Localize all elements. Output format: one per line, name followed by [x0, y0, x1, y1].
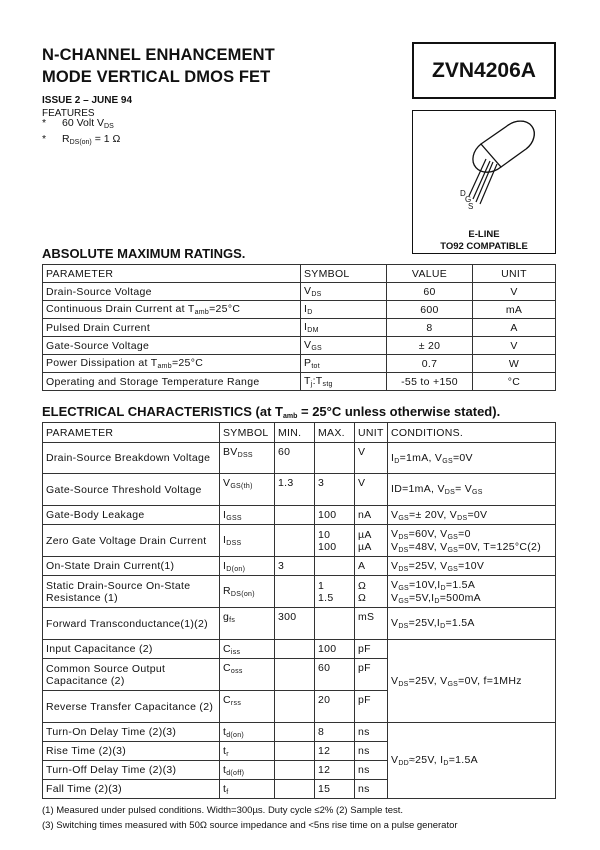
- conditions-cell: [388, 576, 556, 608]
- conditions-cell: [388, 525, 556, 557]
- column-header: UNIT: [355, 423, 388, 443]
- parameter-cell: Static Drain-Source On-State Resistance (1): [43, 576, 220, 608]
- unit-cell: nA: [355, 506, 388, 525]
- parameter-cell: Gate-Source Voltage: [43, 337, 301, 355]
- unit-cell: ns: [355, 761, 388, 780]
- unit-cell: V: [473, 337, 556, 355]
- parameter-cell: Drain-Source Voltage: [43, 283, 301, 301]
- footnote-2: (3) Switching times measured with 50Ω source impedance and <5ns rise time on a pulse generator: [42, 820, 458, 831]
- parameter-cell: Turn-Off Delay Time (2)(3): [43, 761, 220, 780]
- conditions-cell: [388, 557, 556, 576]
- conditions-cell: [388, 506, 556, 525]
- table-row: [43, 723, 556, 742]
- unit-cell: mA: [473, 301, 556, 319]
- document-title: [42, 44, 275, 88]
- table-row: [43, 283, 556, 301]
- column-header: SYMBOL: [301, 265, 387, 283]
- max-cell: 15: [315, 780, 355, 799]
- min-cell: [275, 780, 315, 799]
- min-cell: [275, 691, 315, 723]
- parameter-cell: Pulsed Drain Current: [43, 319, 301, 337]
- condition-line: $V_{DS}=60V$, $V_{GS}=0$: [391, 527, 471, 541]
- condition-line: $V_{GS}=5V,I_D=500mA$: [391, 591, 481, 605]
- symbol-cell: $t_f$: [220, 780, 275, 799]
- feature-item: * $R_{DS(on)} = 1$ Ω: [42, 133, 121, 146]
- max-cell: 20: [315, 691, 355, 723]
- min-cell: 1.3: [275, 474, 315, 506]
- parameter-cell: Fall Time (2)(3): [43, 780, 220, 799]
- min-cell: [275, 659, 315, 691]
- conditions-cell: [388, 608, 556, 640]
- min-cell: [275, 506, 315, 525]
- table-row: [43, 301, 556, 319]
- symbol-cell: $V_{GS}$: [301, 337, 387, 355]
- conditions-cell: [388, 443, 556, 474]
- pin-label-s: S: [468, 202, 474, 211]
- symbol-cell: $I_{DM}$: [301, 319, 387, 337]
- unit-cell: A: [473, 319, 556, 337]
- title-line-2: MODE VERTICAL DMOS FET: [42, 68, 271, 86]
- part-number: ZVN4206A: [432, 58, 536, 82]
- min-cell: [275, 761, 315, 780]
- condition-line: $V_{DS}=25V,I_D=1.5A$: [391, 617, 475, 630]
- symbol-cell: $C_{oss}$: [220, 659, 275, 691]
- max-cell: [315, 608, 355, 640]
- condition-line: $V_{GS}=10V,I_D=1.5A$: [391, 578, 476, 592]
- max-cell: 100: [315, 640, 355, 659]
- conditions-cell-switching: $V_{DD}\approx 25V$, $I_D=1.5A$: [388, 723, 556, 799]
- table-row: [43, 576, 556, 608]
- conditions-cell: [388, 474, 556, 506]
- parameter-cell: Common Source Output Capacitance (2): [43, 659, 220, 691]
- unit-cell: °C: [473, 373, 556, 391]
- table-row: [43, 640, 556, 659]
- table-row: [43, 506, 556, 525]
- features-heading: FEATURES: [42, 108, 95, 119]
- unit-cell: pF: [355, 659, 388, 691]
- parameter-cell: Zero Gate Voltage Drain Current: [43, 525, 220, 557]
- value-cell: 60: [387, 283, 473, 301]
- to92-package-illustration: [413, 111, 557, 221]
- parameter-cell: Reverse Transfer Capacitance (2): [43, 691, 220, 723]
- conditions-cell-capacitance: $V_{DS}=25V$, $V_{GS}=0V$, f=1MHz: [388, 640, 556, 723]
- footnote-1: (1) Measured under pulsed conditions. Width=300µs. Duty cycle ≤2% (2) Sample test.: [42, 805, 404, 816]
- table-header-row: [43, 423, 556, 443]
- column-header: VALUE: [387, 265, 473, 283]
- condition-line: $V_{DS}=25V$, $V_{GS}=10V$: [391, 559, 485, 573]
- max-cell: 100: [315, 506, 355, 525]
- symbol-cell: $t_{d(on)}$: [220, 723, 275, 742]
- value-cell: 8: [387, 319, 473, 337]
- unit-cell: mS: [355, 608, 388, 640]
- min-cell: [275, 525, 315, 557]
- parameter-cell: Gate-Source Threshold Voltage: [43, 474, 220, 506]
- condition-line: ID=1mA, $V_{DS}= V_{GS}$: [391, 483, 483, 496]
- symbol-cell: $P_{tot}$: [301, 355, 387, 373]
- unit-cell: µA µA: [355, 525, 388, 557]
- table-row: [43, 557, 556, 576]
- parameter-cell: Gate-Body Leakage: [43, 506, 220, 525]
- symbol-cell: $C_{rss}$: [220, 691, 275, 723]
- table-row: [43, 337, 556, 355]
- electrical-table: [42, 422, 556, 799]
- max-cell: 10 100: [315, 525, 355, 557]
- table-row: [43, 319, 556, 337]
- table-row: [43, 443, 556, 474]
- min-cell: [275, 742, 315, 761]
- value-cell: 0.7: [387, 355, 473, 373]
- symbol-cell: $t_{d(off)}$: [220, 761, 275, 780]
- parameter-cell: On-State Drain Current(1): [43, 557, 220, 576]
- parameter-cell: Forward Transconductance(1)(2): [43, 608, 220, 640]
- symbol-cell: $T_j:T_{stg}$: [301, 373, 387, 391]
- parameter-cell: Operating and Storage Temperature Range: [43, 373, 301, 391]
- table-header-row: [43, 265, 556, 283]
- unit-cell: pF: [355, 691, 388, 723]
- min-cell: 60: [275, 443, 315, 474]
- condition-line: $I_D=1mA$, $V_{GS}=0V$: [391, 451, 473, 465]
- table-row: [43, 525, 556, 557]
- max-cell: 12: [315, 742, 355, 761]
- symbol-cell: $g_{fs}$: [220, 608, 275, 640]
- unit-cell: pF: [355, 640, 388, 659]
- max-cell: 12: [315, 761, 355, 780]
- pin-label-g: G: [465, 195, 472, 204]
- condition-line: $V_{DS}=48V$, $V_{GS}=0V$, T=125°C(2): [391, 540, 541, 554]
- value-cell: 600: [387, 301, 473, 319]
- column-header: PARAMETER: [43, 265, 301, 283]
- unit-cell: ns: [355, 780, 388, 799]
- column-header: PARAMETER: [43, 423, 220, 443]
- abs-max-heading: ABSOLUTE MAXIMUM RATINGS.: [42, 246, 246, 261]
- table-row: [43, 474, 556, 506]
- feature-bullet: *: [42, 117, 47, 129]
- max-cell: [315, 557, 355, 576]
- table-row: [43, 608, 556, 640]
- symbol-cell: $C_{iss}$: [220, 640, 275, 659]
- parameter-cell: Rise Time (2)(3): [43, 742, 220, 761]
- symbol-cell: $V_{DS}$: [301, 283, 387, 301]
- package-caption-1: E-LINE: [468, 229, 500, 240]
- part-number-box: [412, 42, 556, 99]
- feature-bullet: *: [42, 133, 47, 145]
- table-row: [43, 373, 556, 391]
- max-cell: 1 1.5: [315, 576, 355, 608]
- max-cell: [315, 443, 355, 474]
- symbol-cell: $t_r$: [220, 742, 275, 761]
- symbol-cell: $I_{DSS}$: [220, 525, 275, 557]
- min-cell: [275, 723, 315, 742]
- parameter-cell: Input Capacitance (2): [43, 640, 220, 659]
- pin-label-d: D: [460, 189, 466, 198]
- max-cell: 60: [315, 659, 355, 691]
- symbol-cell: $I_D$: [301, 301, 387, 319]
- min-cell: [275, 640, 315, 659]
- package-box: [412, 110, 556, 254]
- symbol-cell: $V_{GS(th)}$: [220, 474, 275, 506]
- value-cell: ± 20: [387, 337, 473, 355]
- symbol-cell: $I_{D(on)}$: [220, 557, 275, 576]
- parameter-cell: Power Dissipation at $T_{amb}=25^\circ C$: [43, 355, 301, 373]
- package-caption-2: TO92 COMPATIBLE: [440, 241, 528, 252]
- column-header: UNIT: [473, 265, 556, 283]
- min-cell: 3: [275, 557, 315, 576]
- unit-cell: Ω Ω: [355, 576, 388, 608]
- symbol-cell: $I_{GSS}$: [220, 506, 275, 525]
- condition-line: $V_{GS}=\pm 20V$, $V_{DS}=0V$: [391, 508, 488, 522]
- electrical-heading: ELECTRICAL CHARACTERISTICS (at $T_{amb} = 25^\circ C$ unless otherwise stated).: [42, 404, 501, 420]
- table-row: [43, 355, 556, 373]
- unit-cell: A: [355, 557, 388, 576]
- issue-date: ISSUE 2 – JUNE 94: [42, 95, 133, 106]
- column-header: MIN.: [275, 423, 315, 443]
- symbol-cell: $BV_{DSS}$: [220, 443, 275, 474]
- column-header: MAX.: [315, 423, 355, 443]
- parameter-cell: Turn-On Delay Time (2)(3): [43, 723, 220, 742]
- min-cell: [275, 576, 315, 608]
- unit-cell: W: [473, 355, 556, 373]
- abs-max-table: [42, 264, 556, 391]
- unit-cell: V: [355, 474, 388, 506]
- column-header: SYMBOL: [220, 423, 275, 443]
- unit-cell: ns: [355, 723, 388, 742]
- parameter-cell: Drain-Source Breakdown Voltage: [43, 443, 220, 474]
- unit-cell: ns: [355, 742, 388, 761]
- max-cell: 8: [315, 723, 355, 742]
- column-header: CONDITIONS.: [388, 423, 556, 443]
- min-cell: 300: [275, 608, 315, 640]
- feature-item: * 60 Volt $V_{DS}$: [42, 117, 114, 130]
- title-line-1: N-CHANNEL ENHANCEMENT: [42, 46, 275, 64]
- unit-cell: V: [355, 443, 388, 474]
- value-cell: -55 to +150: [387, 373, 473, 391]
- unit-cell: V: [473, 283, 556, 301]
- max-cell: 3: [315, 474, 355, 506]
- parameter-cell: Continuous Drain Current at $T_{amb}=25^\circ C$: [43, 301, 301, 319]
- symbol-cell: $R_{DS(on)}$: [220, 576, 275, 608]
